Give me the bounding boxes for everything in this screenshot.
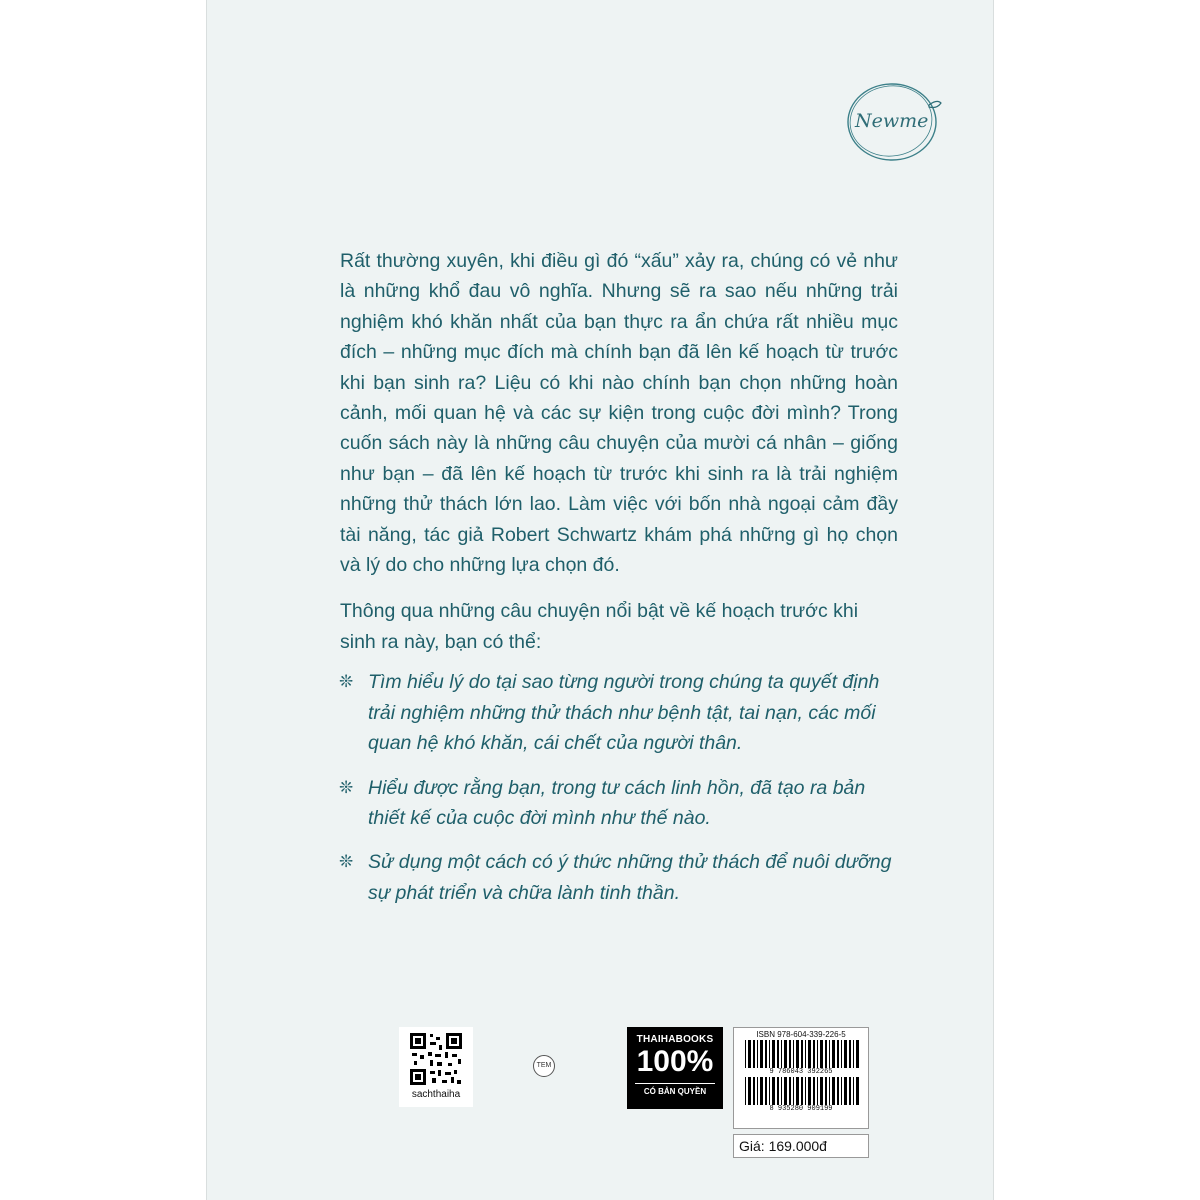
barcode-bar xyxy=(832,1077,835,1105)
barcode-bar xyxy=(745,1077,746,1105)
barcode-bar xyxy=(748,1077,751,1105)
blurb-bullet-3 xyxy=(340,847,898,908)
barcode-isbn-digits: 9 786043 392265 xyxy=(769,1068,833,1076)
barcode-bar xyxy=(781,1040,782,1068)
barcode-bar xyxy=(769,1077,770,1105)
barcode-bar xyxy=(841,1040,842,1068)
snowflake-bullet-icon: ❊ xyxy=(339,777,354,797)
barcode-bar xyxy=(760,1040,763,1068)
barcode-bar xyxy=(837,1040,839,1068)
barcode-bar xyxy=(769,1040,770,1068)
barcode-bar xyxy=(856,1077,859,1105)
barcode-bar xyxy=(837,1077,839,1105)
barcode-bar xyxy=(784,1040,787,1068)
barcode-bar xyxy=(820,1040,823,1068)
barcode-bar xyxy=(777,1040,779,1068)
blurb-paragraph-2: Thông qua những câu chuyện nổi bật về kế hoạch trước khi sinh ra này, bạn có thể: xyxy=(340,600,859,653)
barcode-bar xyxy=(853,1077,854,1105)
blurb-bullet-1 xyxy=(340,667,898,758)
barcode-bar xyxy=(793,1077,794,1105)
barcode-bar xyxy=(829,1040,830,1068)
snowflake-bullet-icon: ❊ xyxy=(339,852,354,872)
barcode-bar xyxy=(817,1040,818,1068)
barcode-bar xyxy=(753,1040,755,1068)
barcode-bar xyxy=(748,1040,751,1068)
price-label: Giá: 169.000đ xyxy=(733,1134,869,1158)
back-cover-blurb xyxy=(340,246,898,922)
barcode-bar xyxy=(849,1040,851,1068)
blurb-bullet-list xyxy=(340,667,898,908)
newme-logo-icon xyxy=(837,75,952,165)
barcode-bar xyxy=(808,1040,811,1068)
barcode-bar xyxy=(777,1077,779,1105)
bullet-text: Sử dụng một cách có ý thức những thử thách để nuôi dưỡng sự phát triển và chữa lành tinh thần. xyxy=(368,851,892,904)
barcode-bar xyxy=(801,1040,803,1068)
barcode-bar xyxy=(817,1077,818,1105)
barcode-bar xyxy=(772,1040,775,1068)
blurb-bullet-2 xyxy=(340,773,898,834)
bullet-text: Tìm hiểu lý do tại sao từng người trong chúng ta quyết định trải nghiệm những thử thách như bệnh tật, tai nạn, các mối quan hệ khó khăn, cái chết của người thân. xyxy=(368,671,880,755)
barcode-bar xyxy=(849,1077,851,1105)
barcode-bar xyxy=(745,1040,746,1068)
barcode-bar xyxy=(808,1077,811,1105)
barcode-bar xyxy=(853,1040,854,1068)
qr-caption: sachthaiha xyxy=(411,1089,461,1100)
badge-subtitle: CÓ BẢN QUYỀN xyxy=(635,1083,715,1096)
svg-text:Newme: Newme xyxy=(855,110,929,132)
barcode-ean-digits: 8 935280 909199 xyxy=(769,1105,833,1113)
barcode-bar xyxy=(841,1077,842,1105)
qr-code-block xyxy=(399,1027,473,1107)
barcode-block xyxy=(733,1027,869,1129)
barcode-bar xyxy=(829,1077,830,1105)
barcode-bar xyxy=(784,1077,787,1105)
barcode-bar xyxy=(789,1040,791,1068)
tem-stamp: TEM xyxy=(533,1055,555,1077)
barcode-bar xyxy=(772,1077,775,1105)
barcode-bar xyxy=(753,1077,755,1105)
barcode-bar xyxy=(793,1040,794,1068)
copyright-badge xyxy=(627,1027,723,1109)
barcode-bar xyxy=(765,1077,767,1105)
barcode-bar xyxy=(832,1040,835,1068)
barcode-bar xyxy=(813,1077,815,1105)
barcode-bar xyxy=(765,1040,767,1068)
barcode-bar xyxy=(757,1040,758,1068)
barcode-isbn-icon xyxy=(741,1040,861,1068)
barcode-ean-icon xyxy=(741,1077,861,1105)
barcode-bar xyxy=(801,1077,803,1105)
barcode-bar xyxy=(856,1040,859,1068)
barcode-bar xyxy=(796,1040,799,1068)
isbn-text: ISBN 978-604-339-226-5 xyxy=(756,1030,846,1039)
barcode-bar xyxy=(781,1077,782,1105)
barcode-bar xyxy=(813,1040,815,1068)
newme-logo xyxy=(837,75,952,165)
barcode-bar xyxy=(805,1040,806,1068)
bullet-text: Hiểu được rằng bạn, trong tư cách linh hồn, đã tạo ra bản thiết kế của cuộc đời mình như thế nào. xyxy=(368,776,866,829)
qr-code-icon xyxy=(408,1031,464,1087)
barcode-bar xyxy=(825,1077,827,1105)
barcode-bar xyxy=(760,1077,763,1105)
barcode-bar xyxy=(757,1077,758,1105)
barcode-bar xyxy=(844,1040,847,1068)
badge-brand: THAIHABOOKS xyxy=(636,1034,714,1045)
barcode-bar xyxy=(820,1077,823,1105)
barcode-bar xyxy=(805,1077,806,1105)
barcode-bar xyxy=(844,1077,847,1105)
barcode-bar xyxy=(796,1077,799,1105)
barcode-bar xyxy=(789,1077,791,1105)
barcode-bar xyxy=(825,1040,827,1068)
blurb-paragraph-1: Rất thường xuyên, khi điều gì đó “xấu” xảy ra, chúng có vẻ như là những khổ đau vô nghĩa. Nhưng sẽ ra sao nếu những trải nghiệm khó khăn nhất của bạn thực ra ẩn chứa rất nhiều mục đích – những mục đích mà chính bạn đã lên kế hoạch từ trước khi bạn sinh ra? Liệu có khi nào chính bạn chọn những hoàn cảnh, mối quan hệ và các sự kiện trong cuộc đời mình? Trong cuốn sách này là những câu chuyện của mười cá nhân – giống như bạn – đã lên kế hoạch từ trước khi sinh ra là trải nghiệm những thử thách lớn lao. Làm việc với bốn nhà ngoại cảm đầy tài năng, tác giả Robert Schwartz khám phá những gì họ chọn và lý do cho những lựa chọn đó. xyxy=(340,250,898,577)
badge-percent: 100% xyxy=(636,1045,714,1078)
snowflake-bullet-icon: ❊ xyxy=(339,672,354,692)
